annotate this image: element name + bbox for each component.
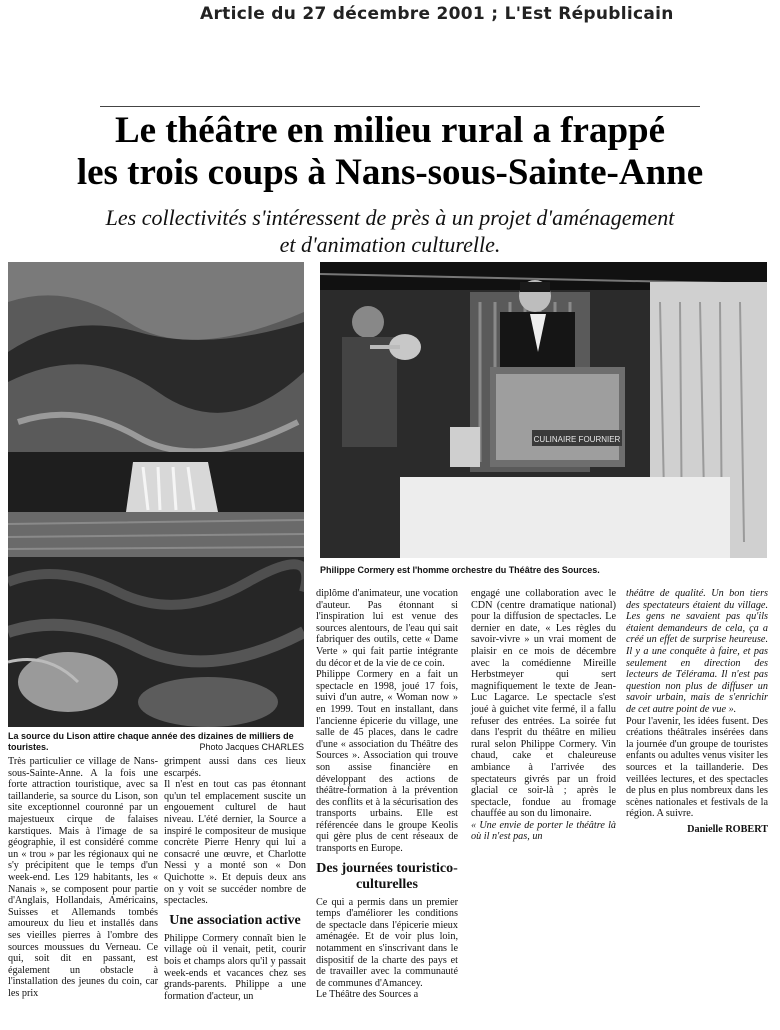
article-column-1: [8, 756, 158, 999]
article-paragraph: engagé une collaboration avec le CDN (centre dramatique national) pour la diffusion de spectacles. Le dernier en date, « Les règles du savoir-vivre » un vrai moment de plaisir en ce mois de décembre avec la comédienne Mireille Herbstmeyer qui sert magnifiquement le texte de Jean-Luc Lagarce. Le spectacle s'est joué à guichet vite fermé, il a fallu refuser des entrées. La soirée fut dans l'esprit du théâtre en milieu rural selon Philippe Cormery. Vin chaud, cake et chaleureuse ambiance à l'arrivée des spectateurs givrés par un froid glacial ce soir-là ; après le spectacle, fondue au fromage chauffée au son du limonaire.: [471, 588, 616, 820]
article-quote: « Une envie de porter le théâtre là où il n'est pas, un: [471, 819, 616, 843]
source-line: Article du 27 décembre 2001 ; L'Est Républicain: [200, 4, 674, 24]
headline-line-1: Le théâtre en milieu rural a frappé: [114, 110, 666, 151]
subheadline-line-1: Les collectivités s'intéressent de près à un projet d'aménagement: [105, 205, 675, 230]
article-paragraph: Très particulier ce village de Nans-sous-Sainte-Anne. A la fois une forte attraction touristique, avec sa taillanderie, sa source du Lison, son site exceptionnel couronné par un majestueux cirque de falaises karstiques. Mais à l'image de sa géographie, il est considéré comme un « trou » par les régionaux qui ne s'y précipitent que le temps d'un week-end. Les 129 habitants, les « Nanais », se composent pour partie d'Anglais, Hollandais, Américains, Suisses et Allemands tombés amoureux du lieu et installés dans ses vieilles pierres à l'ombre des sources moussues du Verneau. Ce qui, soit dit en passant, est également un obstacle à l'installation des jeunes du coin, car les prix: [8, 756, 158, 999]
article-column-2: [164, 756, 306, 1002]
performer-photo: [320, 262, 767, 558]
section-heading-journees: Des journées touristico-culturelles: [316, 860, 458, 892]
article-column-4: [471, 588, 616, 843]
article-paragraph: Philippe Cormery en a fait un spectacle en 1998, joué 17 fois, suivi d'un autre, « Woman now » en 1999. Tout en installant, dans l'ancienne épicerie du village, une salle de 45 places, dans le cadre d'une « association du Théâtre des Sources ». Association qui trouve son assise financière en développant des actions de théâtre-formation à la prévention des conflits et à la sécurisation des transports urbains. Elle est référencée dans le groupe Keolis qui gère plus de cent réseaux de transports en Europe.: [316, 669, 458, 855]
article-paragraph: Il n'est en tout cas pas étonnant qu'un tel emplacement suscite un engouement culturel de haut niveau. L'été dernier, la Source a inspiré le compositeur de musique concrète Pierre Henry qui lui a consacré une œuvre, et Charlotte Nessi y a monté son « Don Quichotte ». Et depuis deux ans on y voit se succéder nombre de spectacles.: [164, 779, 306, 907]
piano-sign: CULINAIRE FOURNIER: [533, 435, 621, 444]
waterfall-caption-block: [8, 731, 304, 753]
photo-credit: Photo Jacques CHARLES: [199, 742, 304, 752]
article-paragraph: diplôme d'animateur, une vocation d'auteur. Pas étonnant si l'inspiration lui est venue des sources alentours, de l'eau qui sait fabriquer des outils, cette « Dame Verte » qui fait partie intégrante du décor et de la vie de ce coin.: [316, 588, 458, 669]
waterfall-photo-image: [8, 262, 304, 727]
article-paragraph: Philippe Cormery connaît bien le village où il venait, petit, courir bois et champs alors qu'il y passait week-ends et vacances chez ses grands-parents. Philippe a une formation d'acteur, un: [164, 932, 306, 1002]
section-heading-association: Une association active: [169, 912, 301, 928]
waterfall-photo: [8, 262, 304, 727]
headline-line-2: les trois coups à Nans-sous-Sainte-Anne: [76, 152, 704, 193]
performer-caption: Philippe Cormery est l'homme orchestre du Théâtre des Sources.: [320, 565, 600, 575]
headline: [10, 110, 770, 194]
article-column-5: [626, 588, 768, 835]
article-paragraph: Le Théâtre des Sources a: [316, 989, 419, 1001]
subheadline: [10, 204, 770, 258]
article-paragraph: grimpent aussi dans ces lieux escarpés.: [164, 756, 306, 779]
author-signature: Danielle ROBERT: [687, 823, 768, 835]
article-paragraph: Pour l'avenir, les idées fusent. Des créations théâtrales insérées dans la journée d'un groupe de touristes enfants ou adultes venus visiter les sources et la taillanderie. Des veillées lectures, et des spectacles de plus en plus nombreux dans les scènes nationales et festivals de la région. A suivre.: [626, 715, 768, 820]
article-quote: théâtre de qualité. Un bon tiers des spectateurs étaient du village. Les gens ne savaient pas qu'ils étaient demandeurs de cela, ça a créé un effet de surprise heureuse. Il y a une conquête à faire, et pas seulement en direction des lecteurs de Télérama. Il n'est pas question non plus de diffuser un savoir urbain, mais de s'enrichir de cet autre point de vue ».: [626, 588, 768, 715]
subheadline-line-2: et d'animation culturelle.: [279, 232, 501, 257]
header-rule: [100, 106, 700, 107]
article-column-3: [316, 588, 458, 1001]
waterfall-caption: La source du Lison attire chaque année des dizaines de milliers de touristes.: [8, 731, 294, 752]
performer-photo-image: [320, 262, 767, 558]
article-paragraph: Ce qui a permis dans un premier temps d'améliorer les conditions de spectacle dans l'épicerie mieux aménagée. Et de voir plus loin, notamment en s'inscrivant dans le dispositif de la charte des pays et de travailler avec la communauté de communes d'Amancey.: [316, 896, 458, 989]
